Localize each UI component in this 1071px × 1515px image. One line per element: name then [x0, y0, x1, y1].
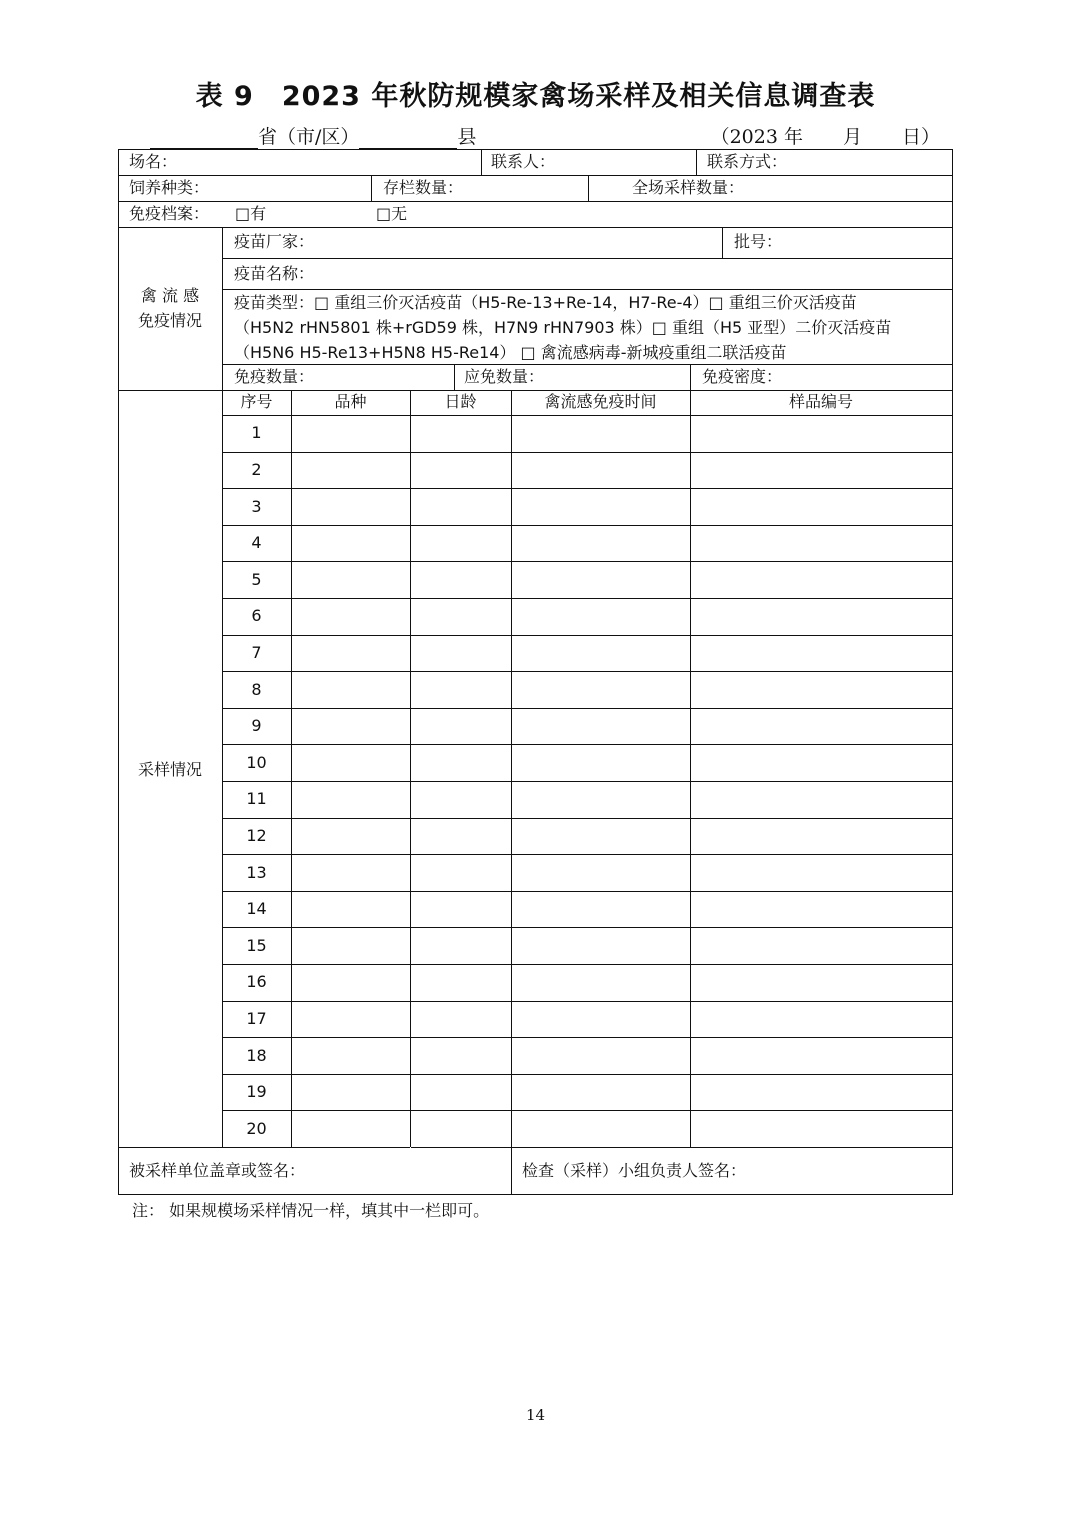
row-number: 18: [246, 1045, 267, 1065]
age-cell[interactable]: [410, 781, 511, 818]
table-title-text: 2023 年秋防规模家禽场采样及相关信息调查表: [281, 81, 876, 112]
date-year-label: （2023 年: [710, 126, 803, 148]
immune-time-cell[interactable]: [511, 598, 690, 635]
sample-no-cell[interactable]: [690, 1037, 952, 1074]
breed-cell[interactable]: [291, 744, 410, 781]
batch-label: 批号：: [734, 232, 783, 251]
row-divider: [118, 175, 953, 176]
age-cell[interactable]: [410, 708, 511, 745]
age-cell[interactable]: [410, 818, 511, 855]
sample-no-cell[interactable]: [690, 781, 952, 818]
breed-cell[interactable]: [291, 818, 410, 855]
immune-count-label: 免疫数量：: [234, 367, 315, 386]
immune-time-cell[interactable]: [511, 415, 690, 452]
date-day-label: 日）: [901, 126, 940, 148]
vaccine-name-label: 疫苗名称：: [234, 264, 315, 283]
breed-cell[interactable]: [291, 561, 410, 598]
page-number: 14: [525, 1406, 546, 1424]
col-divider: [454, 364, 455, 390]
row-divider: [118, 1147, 953, 1148]
immune-time-cell[interactable]: [511, 744, 690, 781]
col-header-breed: 品种: [334, 392, 367, 411]
sample-no-cell[interactable]: [690, 1110, 952, 1147]
immune-time-cell[interactable]: [511, 452, 690, 489]
immunity-section-label-1: 禽 流 感: [140, 286, 200, 305]
age-cell[interactable]: [410, 561, 511, 598]
age-cell[interactable]: [410, 744, 511, 781]
age-cell[interactable]: [410, 598, 511, 635]
sample-no-cell[interactable]: [690, 1074, 952, 1111]
row-number: 15: [246, 935, 267, 955]
breed-cell[interactable]: [291, 781, 410, 818]
row-number: 4: [251, 533, 262, 553]
sample-no-cell[interactable]: [690, 488, 952, 525]
row-number: 17: [246, 1008, 267, 1028]
county-blank[interactable]: [359, 128, 457, 149]
col-header-sample-no: 样品编号: [788, 392, 853, 411]
immune-time-cell[interactable]: [511, 635, 690, 672]
breed-cell[interactable]: [291, 671, 410, 708]
row-number: 5: [251, 569, 262, 589]
immunity-section-label-2: 免疫情况: [137, 311, 202, 330]
col-divider: [588, 175, 589, 201]
sample-no-cell[interactable]: [690, 525, 952, 562]
sample-no-cell[interactable]: [690, 744, 952, 781]
breed-cell[interactable]: [291, 488, 410, 525]
age-cell[interactable]: [410, 415, 511, 452]
footnote: 注： 如果规模场采样情况一样，填其中一栏即可。: [132, 1201, 490, 1220]
row-number: 6: [251, 606, 262, 626]
row-number: 2: [251, 459, 262, 479]
breed-cell[interactable]: [291, 415, 410, 452]
breed-cell[interactable]: [291, 525, 410, 562]
row-number: 19: [246, 1082, 267, 1102]
should-immune-label: 应免数量：: [464, 367, 545, 386]
date-month-label: 月: [842, 126, 862, 148]
immune-time-cell[interactable]: [511, 1074, 690, 1111]
table-top-border: [118, 149, 953, 150]
age-cell[interactable]: [410, 488, 511, 525]
sample-no-cell[interactable]: [690, 452, 952, 489]
sample-no-cell[interactable]: [690, 854, 952, 891]
immune-time-cell[interactable]: [511, 854, 690, 891]
immune-time-cell[interactable]: [511, 781, 690, 818]
inspector-signature-label: 检查（采样）小组负责人签名：: [522, 1161, 747, 1180]
immune-time-cell[interactable]: [511, 818, 690, 855]
col-divider: [696, 149, 697, 175]
archive-no-checkbox[interactable]: □无: [376, 204, 408, 223]
breed-cell[interactable]: [291, 964, 410, 1001]
immune-time-cell[interactable]: [511, 671, 690, 708]
archive-label: 免疫档案：: [129, 204, 210, 223]
col-divider: [481, 149, 482, 175]
breed-label: 饲养种类：: [129, 178, 210, 197]
sampling-section-label: 采样情况: [137, 760, 202, 779]
immune-time-cell[interactable]: [511, 561, 690, 598]
col-divider: [722, 227, 723, 258]
breed-cell[interactable]: [291, 891, 410, 928]
table-number: 表 9: [195, 81, 254, 112]
page-title: [0, 74, 1071, 113]
age-cell[interactable]: [410, 671, 511, 708]
row-number: 16: [246, 972, 267, 992]
archive-yes-checkbox[interactable]: □有: [235, 204, 267, 223]
row-number: 13: [246, 862, 267, 882]
breed-cell[interactable]: [291, 854, 410, 891]
contact-label: 联系人：: [491, 152, 556, 171]
immune-time-cell[interactable]: [511, 927, 690, 964]
vaccine-type-line-3: （H5N6 H5-Re13+H5N8 H5-Re14） □ 禽流感病毒-新城疫重组二联活疫苗: [234, 343, 787, 362]
col-divider-mask: [410, 1147, 411, 1194]
vaccine-type-line-1: 疫苗类型：□ 重组三价灭活疫苗（H5-Re-13+Re-14，H7-Re-4）□ 重组三价灭活疫苗: [234, 293, 857, 312]
age-cell[interactable]: [410, 1001, 511, 1038]
manufacturer-label: 疫苗厂家：: [234, 232, 315, 251]
row-number: 10: [246, 752, 267, 772]
breed-cell[interactable]: [291, 1001, 410, 1038]
contact-way-label: 联系方式：: [707, 152, 788, 171]
immune-time-cell[interactable]: [511, 525, 690, 562]
age-cell[interactable]: [410, 891, 511, 928]
row-number: 9: [251, 716, 262, 736]
sample-no-cell[interactable]: [690, 1001, 952, 1038]
table-bottom-border: [118, 1194, 953, 1195]
col-header-no: 序号: [240, 392, 273, 411]
age-cell[interactable]: [410, 635, 511, 672]
row-number: 11: [246, 789, 267, 809]
age-cell[interactable]: [410, 1074, 511, 1111]
province-label: 省（市/区）: [258, 126, 360, 148]
farm-name-label: 场名：: [129, 152, 178, 171]
row-number: 3: [251, 496, 262, 516]
row-number: 7: [251, 642, 262, 662]
sample-no-cell[interactable]: [690, 598, 952, 635]
sample-no-cell[interactable]: [690, 927, 952, 964]
age-cell[interactable]: [410, 964, 511, 1001]
province-blank[interactable]: [150, 128, 258, 149]
immune-time-cell[interactable]: [511, 1110, 690, 1147]
stock-label: 存栏数量：: [383, 178, 464, 197]
sample-count-label: 全场采样数量：: [632, 178, 745, 197]
breed-cell[interactable]: [291, 635, 410, 672]
date-field: [711, 122, 940, 149]
breed-cell[interactable]: [291, 1074, 410, 1111]
breed-cell[interactable]: [291, 1037, 410, 1074]
breed-cell[interactable]: [291, 708, 410, 745]
breed-cell[interactable]: [291, 598, 410, 635]
vaccine-type-line-2: （H5N2 rHN5801 株+rGD59 株，H7N9 rHN7903 株）□ 重组（H5 亚型）二价灭活疫苗: [234, 318, 892, 337]
location-line: [150, 122, 940, 148]
breed-cell[interactable]: [291, 1110, 410, 1147]
row-number: 8: [251, 679, 262, 699]
sampled-unit-signature-label: 被采样单位盖章或签名：: [129, 1161, 306, 1180]
sample-no-cell[interactable]: [690, 415, 952, 452]
row-divider: [118, 227, 953, 228]
row-number: 1: [251, 423, 262, 443]
sample-no-cell[interactable]: [690, 561, 952, 598]
age-cell[interactable]: [410, 854, 511, 891]
col-header-immune-time: 禽流感免疫时间: [544, 392, 657, 411]
age-cell[interactable]: [410, 1110, 511, 1147]
row-number: 14: [246, 899, 267, 919]
sample-no-cell[interactable]: [690, 964, 952, 1001]
col-divider: [690, 364, 691, 390]
row-number: 12: [246, 825, 267, 845]
immune-time-cell[interactable]: [511, 1001, 690, 1038]
row-number: 20: [246, 1118, 267, 1138]
age-cell[interactable]: [410, 525, 511, 562]
density-label: 免疫密度：: [702, 367, 783, 386]
row-divider: [118, 201, 953, 202]
immune-time-cell[interactable]: [511, 1037, 690, 1074]
breed-cell[interactable]: [291, 452, 410, 489]
immune-time-cell[interactable]: [511, 708, 690, 745]
county-label: 县: [457, 126, 477, 148]
col-header-age: 日龄: [444, 392, 477, 411]
row-divider: [222, 258, 953, 259]
sample-no-cell[interactable]: [690, 671, 952, 708]
age-cell[interactable]: [410, 452, 511, 489]
immune-time-cell[interactable]: [511, 488, 690, 525]
age-cell[interactable]: [410, 1037, 511, 1074]
immune-time-cell[interactable]: [511, 964, 690, 1001]
immune-time-cell[interactable]: [511, 891, 690, 928]
sample-no-cell[interactable]: [690, 708, 952, 745]
sample-no-cell[interactable]: [690, 635, 952, 672]
breed-cell[interactable]: [291, 927, 410, 964]
age-cell[interactable]: [410, 927, 511, 964]
col-divider: [371, 175, 372, 201]
sample-no-cell[interactable]: [690, 891, 952, 928]
sample-no-cell[interactable]: [690, 818, 952, 855]
